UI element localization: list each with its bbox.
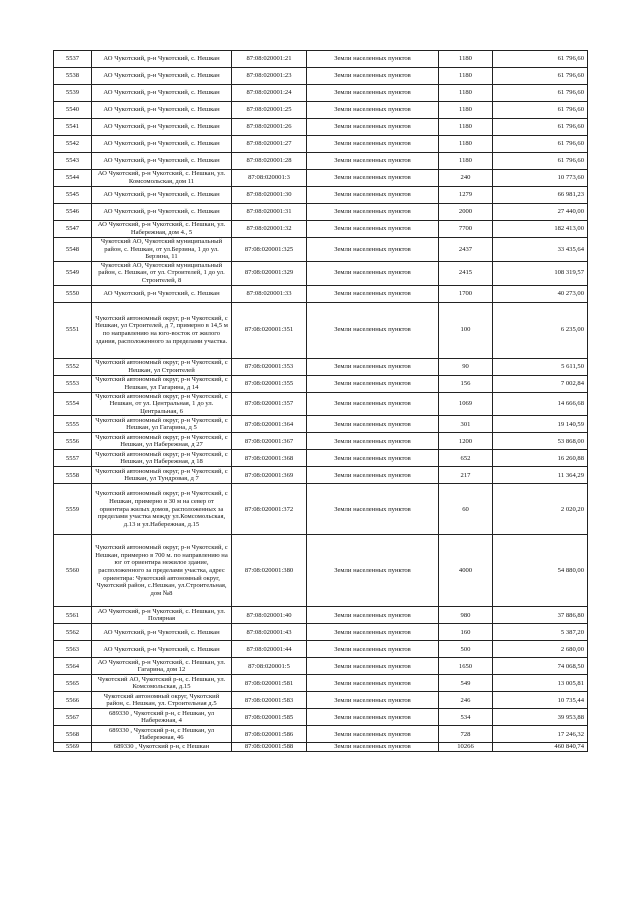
address-cell: АО Чукотский, р-н Чукотский, с. Нешкан: [92, 102, 232, 119]
area-cell: 2415: [439, 261, 493, 285]
land-category-cell: Земли населенных пунктов: [307, 119, 439, 136]
area-cell: 1180: [439, 119, 493, 136]
cadastral-number-cell: 87:08:020001:372: [232, 484, 307, 535]
address-cell: Чукотский автономный округ, р-н Чукотский, с Нешкан, ул Гагарина, д 14: [92, 375, 232, 392]
address-cell: Чукотский АО, Чукотский р-н, с. Нешкан, ул. Комсомольская, д.15: [92, 675, 232, 692]
address-cell: АО Чукотский, р-н Чукотский, с. Нешкан, ул. Набережная, дом 4., 5: [92, 221, 232, 238]
area-cell: 160: [439, 624, 493, 641]
table-row: [54, 85, 588, 102]
cadastral-number-cell: 87:08:020001:353: [232, 358, 307, 375]
address-cell: Чукотский автономный округ, р-н Чукотский, с Нешкан, ул Строителей: [92, 358, 232, 375]
area-cell: 1700: [439, 285, 493, 302]
land-category-cell: Земли населенных пунктов: [307, 450, 439, 467]
address-cell: АО Чукотский, р-н Чукотский, с. Нешкан, ул. Комсомольская, дом 11: [92, 170, 232, 187]
area-cell: 1200: [439, 433, 493, 450]
cadastral-number-cell: 87:08:020001:329: [232, 261, 307, 285]
land-category-cell: Земли населенных пунктов: [307, 102, 439, 119]
land-category-cell: Земли населенных пунктов: [307, 675, 439, 692]
address-cell: Чукотский АО, Чукотский муниципальный район, с. Нешкан, от ул. Строителей, 1 до ул. Строителей, 8: [92, 261, 232, 285]
row-number: 5556: [54, 433, 92, 450]
table-row: [54, 102, 588, 119]
area-cell: 1180: [439, 68, 493, 85]
cadastral-value-cell: 54 880,00: [493, 535, 588, 607]
cadastral-number-cell: 87:08:020001:32: [232, 221, 307, 238]
row-number: 5540: [54, 102, 92, 119]
row-number: 5557: [54, 450, 92, 467]
address-cell: Чукотский АО, Чукотский муниципальный район, с. Нешкан, от ул.Берзина, 1 до ул. Берзина, 11: [92, 238, 232, 262]
cadastral-value-cell: 37 886,80: [493, 607, 588, 624]
land-category-cell: Земли населенных пунктов: [307, 85, 439, 102]
address-cell: Чукотский автономный округ, р-н Чукотский, с Нешкан, ул Набережная, д 27: [92, 433, 232, 450]
area-cell: 10266: [439, 743, 493, 752]
land-category-cell: Земли населенных пунктов: [307, 392, 439, 416]
row-number: 5544: [54, 170, 92, 187]
row-number: 5566: [54, 692, 92, 709]
cadastral-value-cell: 53 868,00: [493, 433, 588, 450]
table-row: [54, 535, 588, 607]
row-number: 5545: [54, 187, 92, 204]
land-category-cell: Земли населенных пунктов: [307, 170, 439, 187]
row-number: 5537: [54, 51, 92, 68]
table-row: [54, 743, 588, 752]
cadastral-value-cell: 7 002,84: [493, 375, 588, 392]
table-row: [54, 607, 588, 624]
area-cell: 1180: [439, 136, 493, 153]
land-category-cell: Земли населенных пунктов: [307, 641, 439, 658]
address-cell: АО Чукотский, р-н Чукотский, с. Нешкан: [92, 85, 232, 102]
cadastral-value-cell: 17 246,32: [493, 726, 588, 743]
area-cell: 2437: [439, 238, 493, 262]
land-category-cell: Земли населенных пунктов: [307, 68, 439, 85]
cadastral-number-cell: 87:08:020001:5: [232, 658, 307, 675]
row-number: 5567: [54, 709, 92, 726]
address-cell: АО Чукотский, р-н Чукотский, с. Нешкан, ул. Полярная: [92, 607, 232, 624]
cadastral-value-cell: 460 840,74: [493, 743, 588, 752]
area-cell: 534: [439, 709, 493, 726]
cadastral-number-cell: 87:08:020001:325: [232, 238, 307, 262]
table-row: [54, 285, 588, 302]
land-registry-table: [53, 50, 588, 752]
address-cell: Чукотский автономный округ, р-н Чукотский, с Нешкан, примерно в 30 м на север от ориентира жилых домов, расположенных за пределами участка между ул.Комсомольская, д.13 и ул.Набережная, д.15: [92, 484, 232, 535]
cadastral-value-cell: 2 020,20: [493, 484, 588, 535]
cadastral-value-cell: 108 319,57: [493, 261, 588, 285]
land-category-cell: Земли населенных пунктов: [307, 204, 439, 221]
address-cell: АО Чукотский, р-н Чукотский, с. Нешкан: [92, 119, 232, 136]
area-cell: 1180: [439, 85, 493, 102]
row-number: 5542: [54, 136, 92, 153]
cadastral-value-cell: 182 413,00: [493, 221, 588, 238]
address-cell: 689330 , Чукотский р-н, с Нешкан, ул Набережная, 4: [92, 709, 232, 726]
cadastral-number-cell: 87:08:020001:44: [232, 641, 307, 658]
land-category-cell: Земли населенных пунктов: [307, 467, 439, 484]
cadastral-value-cell: 6 235,00: [493, 302, 588, 358]
cadastral-value-cell: 10 735,44: [493, 692, 588, 709]
address-cell: АО Чукотский, р-н Чукотский, с. Нешкан: [92, 204, 232, 221]
table-row: [54, 450, 588, 467]
area-cell: 1180: [439, 51, 493, 68]
row-number: 5552: [54, 358, 92, 375]
cadastral-number-cell: 87:08:020001:355: [232, 375, 307, 392]
cadastral-value-cell: 5 611,50: [493, 358, 588, 375]
cadastral-number-cell: 87:08:020001:26: [232, 119, 307, 136]
area-cell: 500: [439, 641, 493, 658]
cadastral-number-cell: 87:08:020001:585: [232, 709, 307, 726]
table-row: [54, 375, 588, 392]
table-row: [54, 709, 588, 726]
address-cell: Чукотский автономный округ, р-н Чукотский, с Нешкан, ул Набережная, д 18: [92, 450, 232, 467]
land-category-cell: Земли населенных пунктов: [307, 358, 439, 375]
area-cell: 1279: [439, 187, 493, 204]
land-category-cell: Земли населенных пунктов: [307, 607, 439, 624]
area-cell: 1069: [439, 392, 493, 416]
land-category-cell: Земли населенных пунктов: [307, 375, 439, 392]
row-number: 5539: [54, 85, 92, 102]
table-row: [54, 641, 588, 658]
land-category-cell: Земли населенных пунктов: [307, 221, 439, 238]
land-category-cell: Земли населенных пунктов: [307, 535, 439, 607]
land-category-cell: Земли населенных пунктов: [307, 692, 439, 709]
cadastral-number-cell: 87:08:020001:33: [232, 285, 307, 302]
address-cell: Чукотский автономный округ, р-н Чукотский, с Нешкан, примерно в 700 м. по направлению на юг от ориентира нежилое здание, расположенного за пределами участка, адрес ориентира: Чукотский автономный округ, Чукотский район, с.Нешкан, ул.Строительная, дом №8: [92, 535, 232, 607]
address-cell: АО Чукотский, р-н Чукотский, с. Нешкан: [92, 68, 232, 85]
area-cell: 652: [439, 450, 493, 467]
table-row: [54, 136, 588, 153]
cadastral-value-cell: 61 796,60: [493, 119, 588, 136]
cadastral-value-cell: 16 260,88: [493, 450, 588, 467]
cadastral-value-cell: 27 440,00: [493, 204, 588, 221]
row-number: 5551: [54, 302, 92, 358]
table-row: [54, 261, 588, 285]
land-category-cell: Земли населенных пунктов: [307, 658, 439, 675]
row-number: 5569: [54, 743, 92, 752]
cadastral-number-cell: 87:08:020001:31: [232, 204, 307, 221]
address-cell: АО Чукотский, р-н Чукотский, с. Нешкан: [92, 51, 232, 68]
land-category-cell: Земли населенных пунктов: [307, 51, 439, 68]
land-category-cell: Земли населенных пунктов: [307, 709, 439, 726]
cadastral-number-cell: 87:08:020001:357: [232, 392, 307, 416]
row-number: 5546: [54, 204, 92, 221]
cadastral-number-cell: 87:08:020001:364: [232, 416, 307, 433]
table-row: [54, 675, 588, 692]
cadastral-number-cell: 87:08:020001:25: [232, 102, 307, 119]
land-category-cell: Земли населенных пунктов: [307, 261, 439, 285]
land-category-cell: Земли населенных пунктов: [307, 726, 439, 743]
area-cell: 90: [439, 358, 493, 375]
row-number: 5549: [54, 261, 92, 285]
table-row: [54, 238, 588, 262]
row-number: 5548: [54, 238, 92, 262]
table-row: [54, 692, 588, 709]
address-cell: АО Чукотский, р-н Чукотский, с. Нешкан, ул. Гагарина, дом 12: [92, 658, 232, 675]
area-cell: 549: [439, 675, 493, 692]
land-category-cell: Земли населенных пунктов: [307, 743, 439, 752]
address-cell: АО Чукотский, р-н Чукотский, с. Нешкан: [92, 136, 232, 153]
area-cell: 217: [439, 467, 493, 484]
land-category-cell: Земли населенных пунктов: [307, 433, 439, 450]
land-category-cell: Земли населенных пунктов: [307, 484, 439, 535]
cadastral-number-cell: 87:08:020001:3: [232, 170, 307, 187]
row-number: 5558: [54, 467, 92, 484]
area-cell: 7700: [439, 221, 493, 238]
row-number: 5550: [54, 285, 92, 302]
land-category-cell: Земли населенных пунктов: [307, 136, 439, 153]
cadastral-value-cell: 39 953,88: [493, 709, 588, 726]
land-category-cell: Земли населенных пунктов: [307, 238, 439, 262]
cadastral-value-cell: 66 981,23: [493, 187, 588, 204]
cadastral-number-cell: 87:08:020001:27: [232, 136, 307, 153]
row-number: 5547: [54, 221, 92, 238]
address-cell: Чукотский автономный округ, р-н Чукотский, с Нешкан, ул Тундровая, д 7: [92, 467, 232, 484]
cadastral-number-cell: 87:08:020001:588: [232, 743, 307, 752]
cadastral-value-cell: 61 796,60: [493, 68, 588, 85]
row-number: 5553: [54, 375, 92, 392]
cadastral-value-cell: 10 773,60: [493, 170, 588, 187]
cadastral-number-cell: 87:08:020001:380: [232, 535, 307, 607]
cadastral-number-cell: 87:08:020001:24: [232, 85, 307, 102]
table-body: [54, 51, 588, 752]
cadastral-value-cell: 5 387,20: [493, 624, 588, 641]
address-cell: Чукотский автономный округ, р-н Чукотский, с Нешкан, от ул. Центральная, 1 до ул. Центральная, 6: [92, 392, 232, 416]
cadastral-value-cell: 61 796,60: [493, 85, 588, 102]
table-row: [54, 726, 588, 743]
address-cell: АО Чукотский, р-н Чукотский, с. Нешкан: [92, 187, 232, 204]
cadastral-value-cell: 61 796,60: [493, 153, 588, 170]
row-number: 5555: [54, 416, 92, 433]
cadastral-number-cell: 87:08:020001:369: [232, 467, 307, 484]
address-cell: Чукотский автономный округ, р-н Чукотский, с Нешкан, ул Строителей, д 7, примерно в 14,5 м по направлению на юго-восток от жилого здания, расположенного за пределами участка.: [92, 302, 232, 358]
cadastral-number-cell: 87:08:020001:43: [232, 624, 307, 641]
cadastral-value-cell: 40 273,00: [493, 285, 588, 302]
area-cell: 301: [439, 416, 493, 433]
table-row: [54, 170, 588, 187]
cadastral-number-cell: 87:08:020001:30: [232, 187, 307, 204]
cadastral-value-cell: 19 140,59: [493, 416, 588, 433]
row-number: 5543: [54, 153, 92, 170]
address-cell: Чукотский автономный округ, Чукотский район, с. Нешкан, ул. Строительная д.5: [92, 692, 232, 709]
land-category-cell: Земли населенных пунктов: [307, 416, 439, 433]
table-row: [54, 51, 588, 68]
row-number: 5568: [54, 726, 92, 743]
row-number: 5560: [54, 535, 92, 607]
row-number: 5559: [54, 484, 92, 535]
land-category-cell: Земли населенных пунктов: [307, 302, 439, 358]
cadastral-number-cell: 87:08:020001:23: [232, 68, 307, 85]
table-row: [54, 624, 588, 641]
cadastral-number-cell: 87:08:020001:583: [232, 692, 307, 709]
cadastral-number-cell: 87:08:020001:367: [232, 433, 307, 450]
row-number: 5562: [54, 624, 92, 641]
cadastral-value-cell: 11 364,29: [493, 467, 588, 484]
area-cell: 156: [439, 375, 493, 392]
area-cell: 1180: [439, 153, 493, 170]
area-cell: 4000: [439, 535, 493, 607]
land-category-cell: Земли населенных пунктов: [307, 624, 439, 641]
cadastral-value-cell: 74 068,50: [493, 658, 588, 675]
cadastral-number-cell: 87:08:020001:40: [232, 607, 307, 624]
table-row: [54, 119, 588, 136]
table-row: [54, 658, 588, 675]
cadastral-number-cell: 87:08:020001:586: [232, 726, 307, 743]
cadastral-value-cell: 33 435,64: [493, 238, 588, 262]
land-category-cell: Земли населенных пунктов: [307, 285, 439, 302]
cadastral-number-cell: 87:08:020001:351: [232, 302, 307, 358]
table-row: [54, 187, 588, 204]
table-row: [54, 204, 588, 221]
area-cell: 1180: [439, 102, 493, 119]
cadastral-number-cell: 87:08:020001:368: [232, 450, 307, 467]
cadastral-number-cell: 87:08:020001:21: [232, 51, 307, 68]
row-number: 5564: [54, 658, 92, 675]
row-number: 5561: [54, 607, 92, 624]
area-cell: 728: [439, 726, 493, 743]
table-row: [54, 416, 588, 433]
row-number: 5554: [54, 392, 92, 416]
cadastral-number-cell: 87:08:020001:581: [232, 675, 307, 692]
row-number: 5563: [54, 641, 92, 658]
cadastral-value-cell: 61 796,60: [493, 51, 588, 68]
table-row: [54, 358, 588, 375]
cadastral-value-cell: 13 005,81: [493, 675, 588, 692]
address-cell: 689330 , Чукотский р-н, с Нешкан: [92, 743, 232, 752]
area-cell: 2000: [439, 204, 493, 221]
table-row: [54, 302, 588, 358]
land-category-cell: Земли населенных пунктов: [307, 153, 439, 170]
table-row: [54, 221, 588, 238]
table-row: [54, 467, 588, 484]
row-number: 5565: [54, 675, 92, 692]
address-cell: Чукотский автономный округ, р-н Чукотский, с Нешкан, ул Гагарина, д 5: [92, 416, 232, 433]
table-row: [54, 153, 588, 170]
address-cell: АО Чукотский, р-н Чукотский, с. Нешкан: [92, 285, 232, 302]
table-row: [54, 68, 588, 85]
cadastral-value-cell: 61 796,60: [493, 136, 588, 153]
area-cell: 60: [439, 484, 493, 535]
row-number: 5538: [54, 68, 92, 85]
area-cell: 100: [439, 302, 493, 358]
land-category-cell: Земли населенных пунктов: [307, 187, 439, 204]
cadastral-value-cell: 2 680,00: [493, 641, 588, 658]
row-number: 5541: [54, 119, 92, 136]
cadastral-value-cell: 61 796,60: [493, 102, 588, 119]
area-cell: 980: [439, 607, 493, 624]
area-cell: 240: [439, 170, 493, 187]
table-row: [54, 433, 588, 450]
address-cell: АО Чукотский, р-н Чукотский, с. Нешкан: [92, 641, 232, 658]
address-cell: 689330 , Чукотский р-н, с Нешкан, ул Набережная, 46: [92, 726, 232, 743]
area-cell: 1650: [439, 658, 493, 675]
table-row: [54, 392, 588, 416]
cadastral-value-cell: 14 666,68: [493, 392, 588, 416]
cadastral-number-cell: 87:08:020001:28: [232, 153, 307, 170]
table-row: [54, 484, 588, 535]
area-cell: 246: [439, 692, 493, 709]
address-cell: АО Чукотский, р-н Чукотский, с. Нешкан: [92, 624, 232, 641]
address-cell: АО Чукотский, р-н Чукотский, с. Нешкан: [92, 153, 232, 170]
